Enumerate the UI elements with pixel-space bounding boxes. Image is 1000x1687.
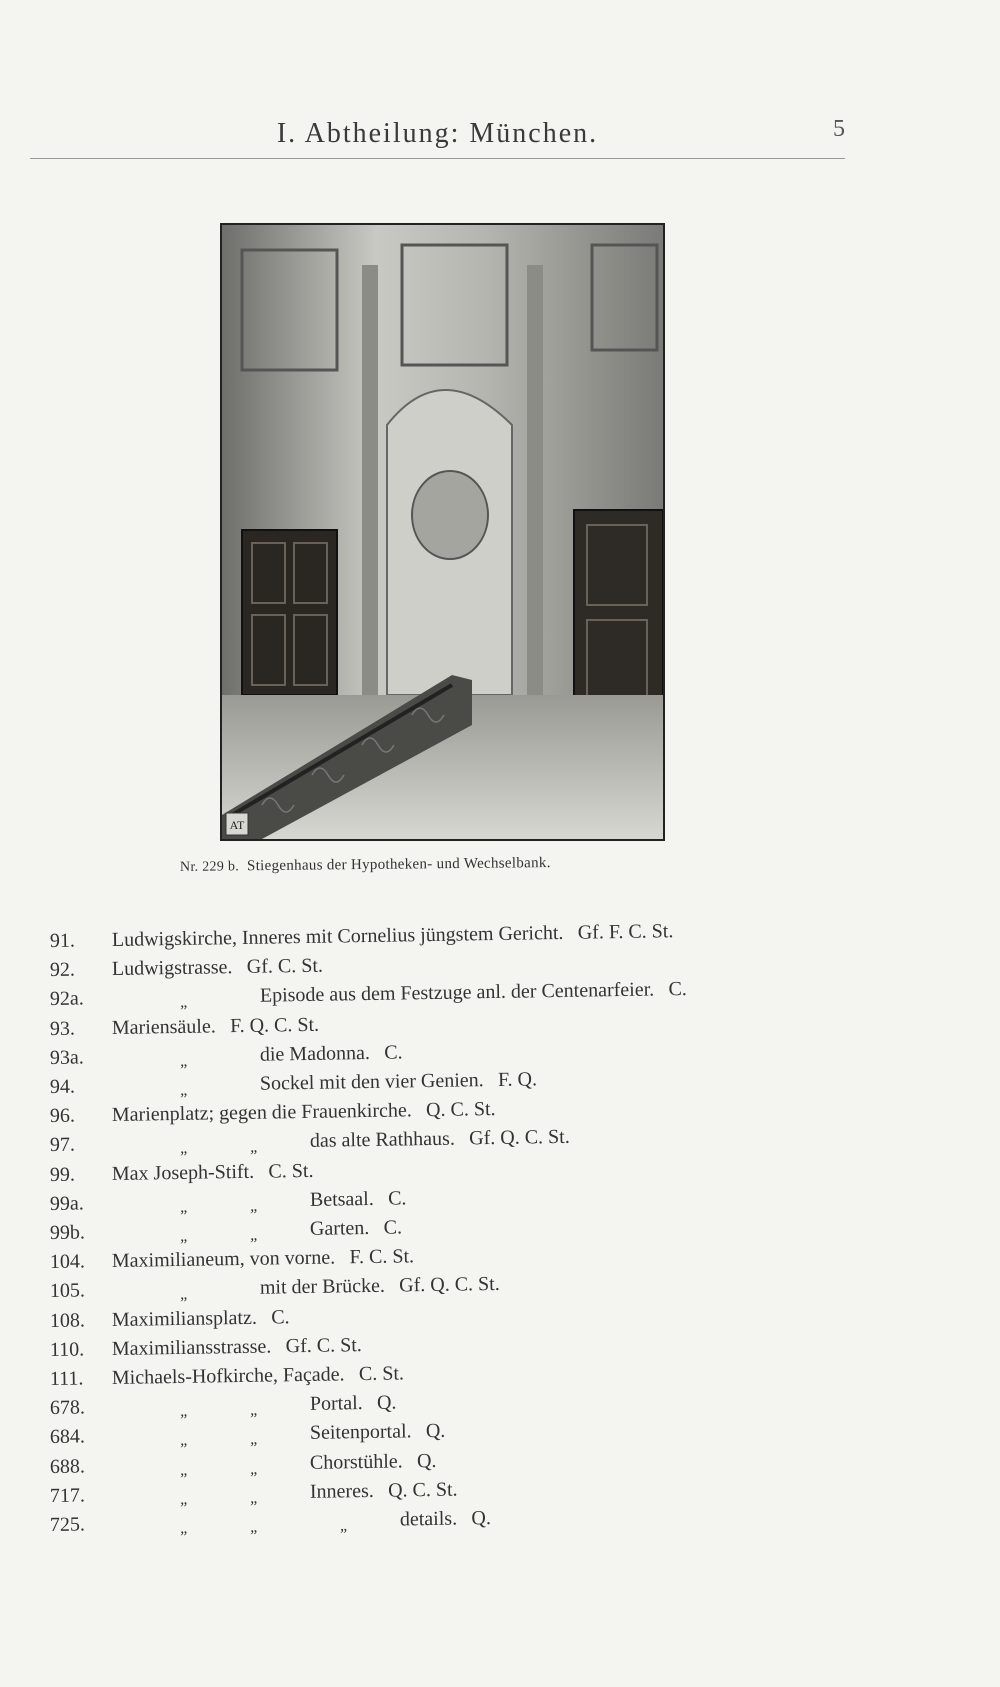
- entry-number: 93.: [49, 1017, 76, 1040]
- entry-codes: C.: [668, 978, 688, 1001]
- entry-codes: Q.: [425, 1420, 446, 1443]
- entry-codes: Gf. Q. C. St.: [399, 1273, 500, 1297]
- entry-subtitle: Inneres.: [309, 1479, 374, 1503]
- entry-codes: F. Q. C. St.: [229, 1013, 320, 1037]
- entry-codes: Q.: [376, 1391, 397, 1415]
- entry-number: 111.: [49, 1367, 84, 1390]
- entry-codes: Q.: [416, 1449, 437, 1472]
- ditto-mark: „: [179, 1227, 190, 1245]
- entry-title: Mariensäule.: [111, 1014, 216, 1039]
- ditto-mark: „: [179, 1081, 190, 1099]
- entry-codes: Q. C. St.: [387, 1478, 458, 1502]
- ditto-mark: „: [249, 1431, 260, 1449]
- entry-subtitle: Seitenportal.: [309, 1420, 412, 1445]
- entry-number: 110.: [49, 1338, 85, 1361]
- caption-text: Stiegenhaus der Hypotheken- und Wechselbank.: [246, 855, 551, 875]
- entry-codes: C.: [384, 1041, 403, 1064]
- entry-subtitle: mit der Brücke.: [259, 1275, 386, 1300]
- entry-number: 688.: [49, 1455, 86, 1478]
- entry-title: Max Joseph-Stift.: [111, 1160, 255, 1185]
- ditto-mark: „: [249, 1139, 260, 1157]
- entry-number: 108.: [49, 1309, 86, 1332]
- ditto-mark: „: [179, 1519, 190, 1537]
- entry-codes: Gf. Q. C. St.: [469, 1126, 570, 1150]
- ditto-mark: „: [249, 1197, 260, 1215]
- ditto-mark: „: [249, 1518, 260, 1536]
- entry-codes: Q. C. St.: [425, 1098, 496, 1122]
- entry-codes: F. Q.: [497, 1068, 538, 1091]
- ditto-mark: „: [179, 1461, 190, 1479]
- entry-number: 684.: [49, 1425, 86, 1449]
- entry-number: 678.: [49, 1396, 86, 1420]
- monogram-mark: AT: [229, 818, 245, 832]
- entry-subtitle: Chorstühle.: [309, 1450, 403, 1474]
- page-number: 5: [833, 116, 845, 142]
- ditto-mark: „: [339, 1517, 350, 1535]
- ditto-mark: „: [249, 1460, 260, 1478]
- entry-codes: C. St.: [268, 1159, 314, 1183]
- ditto-mark: „: [249, 1226, 260, 1244]
- entry-codes: C.: [387, 1187, 407, 1210]
- entry-subtitle: Betsaal.: [309, 1187, 374, 1211]
- entry-title: Michaels-Hofkirche, Façade.: [111, 1363, 345, 1390]
- ditto-mark: „: [249, 1489, 260, 1507]
- entry-number: 94.: [49, 1075, 76, 1098]
- ditto-mark: „: [179, 1140, 190, 1158]
- entry-codes: F. C. St.: [349, 1245, 415, 1269]
- entry-codes: Gf. C. St.: [285, 1333, 362, 1358]
- entry-codes: C.: [383, 1216, 403, 1239]
- entry-title: Maximilianeum, von vorne.: [111, 1246, 336, 1273]
- entry-number: 92a.: [49, 987, 84, 1011]
- entry-subtitle: Garten.: [309, 1216, 370, 1240]
- entry-number: 717.: [49, 1484, 86, 1507]
- entry-number: 92.: [49, 958, 76, 982]
- entry-subtitle: die Madonna.: [259, 1041, 371, 1066]
- ditto-mark: „: [249, 1401, 260, 1420]
- entry-codes: Gf. F. C. St.: [577, 920, 674, 944]
- entry-number: 96.: [49, 1104, 76, 1128]
- entry-number: 99a.: [49, 1192, 84, 1215]
- entry-number: 725.: [49, 1513, 86, 1536]
- ditto-mark: „: [179, 1052, 190, 1070]
- entry-title: Ludwigstrasse.: [111, 956, 233, 981]
- entry-number: 97.: [49, 1133, 76, 1157]
- entry-title: Maximiliansplatz.: [111, 1306, 258, 1331]
- entry-subtitle: Sockel mit den vier Genien.: [259, 1069, 484, 1095]
- entry-title: Ludwigskirche, Inneres mit Cornelius jüngstem Gericht.: [111, 921, 564, 952]
- entry-codes: Q.: [471, 1507, 492, 1530]
- entry-title: Maximiliansstrasse.: [111, 1335, 272, 1360]
- page-title: I. Abtheilung: München.: [276, 118, 599, 149]
- ditto-mark: „: [179, 1286, 190, 1304]
- entry-title: Marienplatz; gegen die Frauenkirche.: [111, 1099, 412, 1127]
- entry-codes: C. St.: [358, 1362, 405, 1386]
- ditto-mark: „: [179, 1490, 190, 1508]
- entry-number: 91.: [49, 929, 76, 952]
- ditto-mark: „: [179, 1403, 190, 1421]
- entry-number: 104.: [49, 1250, 86, 1274]
- entry-codes: C.: [271, 1305, 290, 1329]
- ditto-mark: „: [179, 1432, 190, 1450]
- ditto-mark: „: [179, 1198, 190, 1216]
- entry-subtitle: details.: [399, 1507, 458, 1531]
- entry-subtitle: das alte Rathhaus.: [309, 1128, 456, 1153]
- entry-subtitle: Episode aus dem Festzuge anl. der Centenarfeier.: [259, 978, 655, 1008]
- entry-number: 93a.: [49, 1046, 84, 1069]
- entry-codes: Gf. C. St.: [246, 954, 324, 979]
- entry-subtitle: Portal.: [309, 1392, 363, 1416]
- entry-number: 105.: [49, 1279, 86, 1303]
- ditto-mark: „: [179, 994, 190, 1012]
- entry-number: 99.: [49, 1163, 76, 1186]
- caption-number: Nr. 229 b.: [179, 859, 240, 875]
- entry-number: 99b.: [49, 1221, 86, 1244]
